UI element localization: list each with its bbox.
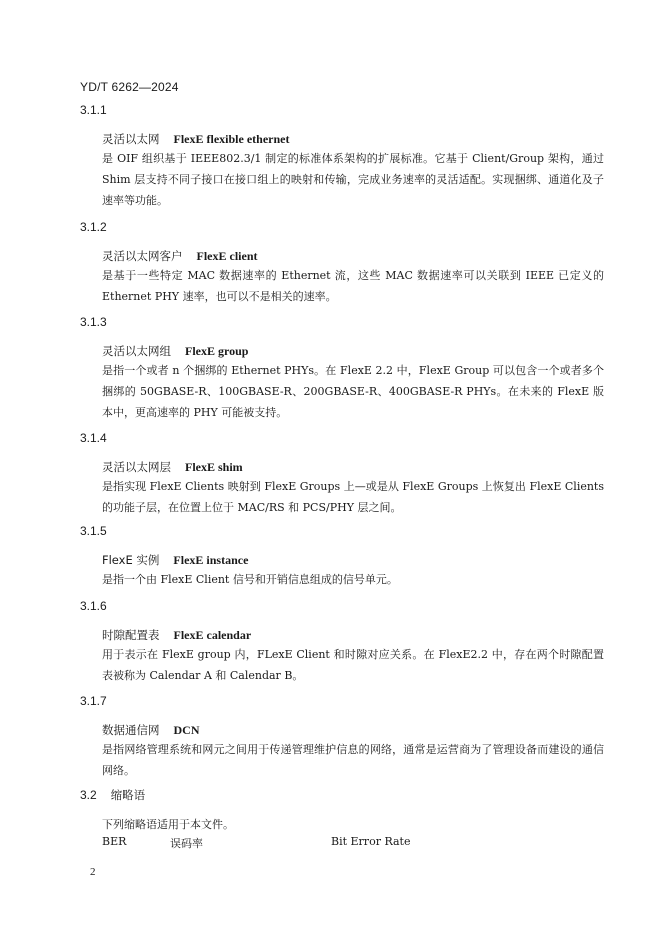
term-zh: 时隙配置表 xyxy=(102,628,160,642)
definition-text: 是基于一些特定 MAC 数据速率的 Ethernet 流，这些 MAC 数据速率可以关联到 IEEE 已定义的 Ethernet PHY 速率，也可以不是相关的速率。 xyxy=(102,269,604,303)
term-en: FlexE instance xyxy=(173,553,249,567)
abbr-en: Bit Error Rate xyxy=(331,835,411,848)
section-number: 3.1.7 xyxy=(80,694,107,708)
section-3-1-4 xyxy=(80,429,604,518)
term-en: FlexE calendar xyxy=(173,628,252,642)
page-number: 2 xyxy=(90,866,96,878)
term-en: FlexE shim xyxy=(185,460,243,474)
section-3-1-5 xyxy=(80,522,604,590)
definition-text: 是指实现 FlexE Clients 映射到 FlexE Groups 上—或是从 FlexE Groups 上恢复出 FlexE Clients 的功能子层，在位置上位于 MAC/RS 和 PCS/PHY 层之间。 xyxy=(102,480,604,514)
definition-text: 用于表示在 FlexE group 内，FLexE Client 和时隙对应关系。在 FlexE2.2 中，存在两个时隙配置表被称为 Calendar A 和 Calendar B。 xyxy=(102,648,604,682)
section-number: 3.1.5 xyxy=(80,524,107,538)
definition-text: 是 OIF 组织基于 IEEE802.3/1 制定的标准体系架构的扩展标准。它基于 Client/Group 架构，通过 Shim 层支持不同子接口在接口组上的映射和传输，完成业务速率的灵活适配。实现捆绑、通道化及子速率等功能。 xyxy=(102,152,604,207)
section-3-1-6 xyxy=(80,597,604,686)
term-en: FlexE group xyxy=(185,344,249,358)
section-number: 3.1.2 xyxy=(80,220,107,234)
term-heading xyxy=(102,551,604,569)
term-zh: 数据通信网 xyxy=(102,723,160,737)
document-id: YD/T 6262—2024 xyxy=(80,80,179,94)
section-number: 3.1.6 xyxy=(80,599,107,613)
term-zh: 灵活以太网组 xyxy=(102,344,171,358)
definition-text: 是指一个由 FlexE Client 信号和开销信息组成的信号单元。 xyxy=(102,573,398,586)
term-en: FlexE client xyxy=(196,249,258,263)
section-3-1-1 xyxy=(80,101,604,211)
section-3-1-2 xyxy=(80,218,604,307)
definition-text: 是指网络管理系统和网元之间用于传递管理维护信息的网络，通常是运营商为了管理设备而建设的通信网络。 xyxy=(102,743,604,777)
term-heading xyxy=(102,721,604,739)
definition-text: 是指一个或者 n 个捆绑的 Ethernet PHYs。在 FlexE 2.2 中，FlexE Group 可以包含一个或者多个捆绑的 50GBASE-R、100GBASE-R、200GBASE-R、400GBASE-R PHYs。在未来的 FlexE 版本中，更高速率的 PHY 可能被支持。 xyxy=(102,364,604,419)
section-number: 3.1.1 xyxy=(80,103,107,117)
abbr-term: BER xyxy=(102,835,127,848)
term-zh: FlexE 实例 xyxy=(102,553,160,567)
term-zh: 灵活以太网 xyxy=(102,132,160,146)
section-3-2 xyxy=(80,786,604,835)
term-heading xyxy=(102,458,604,476)
section-heading xyxy=(80,786,604,804)
term-en: DCN xyxy=(173,723,200,737)
section-number: 3.1.3 xyxy=(80,315,107,329)
section-title: 缩略语 xyxy=(110,788,146,802)
section-3-1-7 xyxy=(80,692,604,781)
section-intro: 下列缩略语适用于本文件。 xyxy=(102,818,234,831)
term-zh: 灵活以太网客户 xyxy=(102,249,183,263)
term-zh: 灵活以太网层 xyxy=(102,460,171,474)
abbr-zh: 误码率 xyxy=(170,837,203,850)
term-en: FlexE flexible ethernet xyxy=(173,132,290,146)
term-heading xyxy=(102,626,604,644)
section-3-1-3 xyxy=(80,313,604,423)
section-number: 3.2 xyxy=(80,788,97,802)
section-number: 3.1.4 xyxy=(80,431,107,445)
term-heading xyxy=(102,342,604,360)
term-heading xyxy=(102,130,604,148)
term-heading xyxy=(102,247,604,265)
